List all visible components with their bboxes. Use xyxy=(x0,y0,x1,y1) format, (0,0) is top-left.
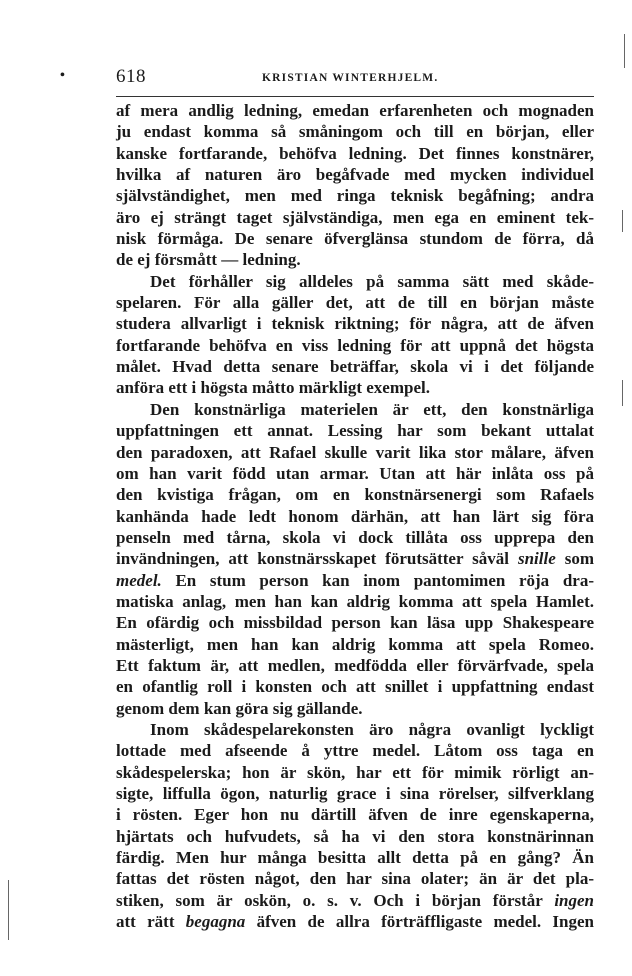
page-number: 618 xyxy=(116,66,146,87)
text-segment: äfven de allra förträffligaste medel. Ingen xyxy=(245,912,594,932)
text-segment: invändningen, att konstnärsskapet förutsätter såväl xyxy=(116,549,510,569)
text-line: mästerligt, men han kan aldrig komma att spela Romeo. xyxy=(116,634,594,654)
text-segment: En stum person kan inom pantomimen röja dra- xyxy=(161,570,594,590)
text-line xyxy=(116,890,594,911)
text-line: spelaren. För alla gäller det, att de till en början måste xyxy=(116,293,594,313)
text-line: sigte, liffulla ögon, naturlig grace i sina rörelser, silfverklang xyxy=(116,784,594,803)
margin-mark-top xyxy=(624,34,625,68)
text-line: i rösten. Eger hon nu därtill äfven de inre egenskaperna, xyxy=(116,805,594,825)
text-line: en ofantlig roll i konsten och att snillet i uppfattning endast xyxy=(116,677,594,697)
text-line: lottade med afseende å yttre medel. Låtom oss taga en xyxy=(116,741,594,761)
text-line: Inom skådespelarekonsten äro några ovanligt lyckligt xyxy=(150,719,594,739)
text-line: fattas det rösten något, den har sina olater; än är det pla- xyxy=(116,869,594,889)
text-line: anföra ett i högsta måtto märkligt exempel. xyxy=(116,378,430,398)
text-line: den paradoxen, att Rafael skulle varit lika stor målare, äfven xyxy=(116,442,594,462)
text-segment: som xyxy=(555,549,594,569)
text-line: kanhända hade ledt honom därhän, att han lärt sig föra xyxy=(116,506,594,526)
text-line xyxy=(116,548,594,569)
margin-bullet: • xyxy=(60,68,65,83)
text-segment: att rätt xyxy=(116,912,175,932)
running-title: KRISTIAN WINTERHJELM. xyxy=(262,72,439,84)
text-line xyxy=(116,570,594,591)
text-line: målet. Hvad detta senare beträffar, skola vi i det följande xyxy=(116,357,594,377)
text-line: En ofärdig och missbildad person kan läsa upp Shakespeare xyxy=(116,613,594,633)
italic-word: begagna xyxy=(185,912,246,932)
text-line: ju endast komma så småningom och till en början, eller xyxy=(116,122,594,142)
text-line: matiska anlag, men han kan aldrig komma att spela Hamlet. xyxy=(116,591,594,611)
text-line: Ett faktum är, att medlen, medfödda eller förvärfvade, spela xyxy=(116,655,594,675)
text-line: af mera andlig ledning, emedan erfarenheten och mognaden xyxy=(116,101,594,120)
text-line: kanske fortfarande, behöfva ledning. Det finnes konstnärer, xyxy=(116,143,594,163)
text-line: studera allvarligt i teknisk riktning; för några, att de äfven xyxy=(116,314,594,334)
italic-word: medel. xyxy=(116,570,162,590)
text-line: hjärtats och hufvudets, så ha vi den stora konstnärinnan xyxy=(116,826,594,846)
text-line: skådespelerska; hon är skön, har ett för mimik rörligt an- xyxy=(116,762,594,782)
text-line: hvilka af naturen äro begåfvade med mycken individuel xyxy=(116,165,594,185)
text-line: penseln med tårna, skola vi dock tillåta oss upprepa den xyxy=(116,527,594,547)
text-line: de ej försmått — ledning. xyxy=(116,250,301,270)
text-line: självständighet, men med ringa teknisk begåfning; andra xyxy=(116,186,594,206)
body-text xyxy=(116,100,594,932)
text-line: färdig. Men hur många besitta allt detta på en gång? Än xyxy=(116,848,594,868)
header-rule xyxy=(116,96,594,97)
text-line: nisk förmåga. De senare öfverglänsa stundom de förra, då xyxy=(116,229,594,249)
text-line: om han varit född utan armar. Utan att här inlåta oss på xyxy=(116,463,594,483)
text-line: genom dem kan göra sig gällande. xyxy=(116,698,363,718)
text-line: äro ej strängt taget självständiga, men ega en eminent tek- xyxy=(116,207,594,227)
text-line: uppfattningen ett annat. Lessing har som bekant uttalat xyxy=(116,421,594,441)
margin-mark-left xyxy=(8,880,9,940)
italic-word: snille xyxy=(517,549,556,569)
italic-word: ingen xyxy=(554,890,594,910)
text-segment: stiken, som är oskön, o. s. v. Och i början förstår xyxy=(116,890,543,910)
margin-mark-right-mid xyxy=(622,380,623,406)
margin-mark-right xyxy=(622,210,623,232)
text-line: Det förhåller sig alldeles på samma sätt med skåde- xyxy=(150,271,594,291)
text-line: den kvistiga frågan, om en konstnärsenergi som Rafaels xyxy=(116,485,594,505)
text-line: Den konstnärliga materielen är ett, den konstnärliga xyxy=(150,399,594,419)
text-line xyxy=(116,911,594,932)
text-line: fortfarande behöfva en viss ledning för att uppnå det högsta xyxy=(116,335,594,355)
